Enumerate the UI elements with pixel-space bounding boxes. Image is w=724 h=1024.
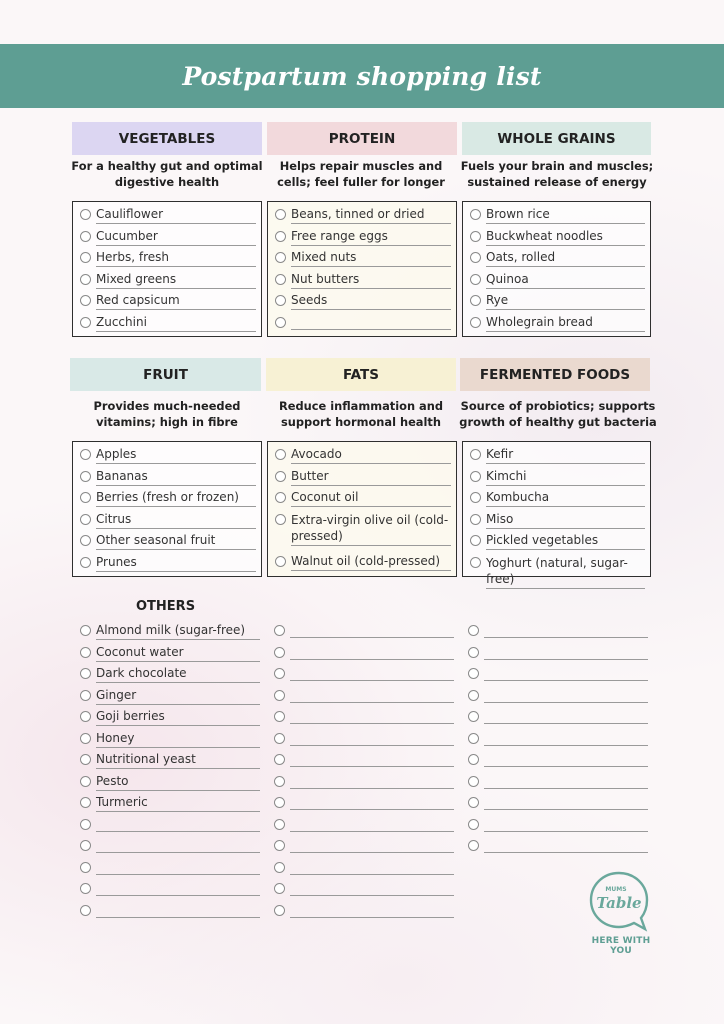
checkbox-circle[interactable] xyxy=(274,647,285,658)
checklist-item-protein[interactable] xyxy=(275,293,451,310)
blank-item[interactable] xyxy=(468,774,648,789)
blank-item-line[interactable] xyxy=(484,645,648,660)
others-item-label: Goji berries xyxy=(96,709,260,726)
checkbox-circle[interactable] xyxy=(80,209,91,220)
checklist-item-fats[interactable] xyxy=(275,469,451,486)
category-header-whole-grains: WHOLE GRAINS xyxy=(462,122,651,155)
checkbox-circle[interactable] xyxy=(470,252,481,263)
checkbox-circle[interactable] xyxy=(275,556,286,567)
checkbox-circle[interactable] xyxy=(274,819,285,830)
checklist-item-fermented-foods[interactable] xyxy=(470,490,645,507)
category-header-fats: FATS xyxy=(266,358,456,391)
checklist-item-vegetables[interactable] xyxy=(80,315,256,332)
checkbox-circle[interactable] xyxy=(468,668,479,679)
checklist-item-whole-grains[interactable] xyxy=(470,229,645,246)
blank-item[interactable] xyxy=(274,774,454,789)
checklist-item-protein[interactable] xyxy=(275,272,451,289)
others-item[interactable] xyxy=(80,645,260,662)
checklist-item-label: Walnut oil (cold-pressed) xyxy=(291,554,451,571)
blank-item-line[interactable] xyxy=(290,881,454,896)
checklist-item-label: Kefir xyxy=(486,447,645,464)
others-item-label: Turmeric xyxy=(96,795,260,812)
checkbox-circle[interactable] xyxy=(275,274,286,285)
checklist-item-protein[interactable] xyxy=(275,207,451,224)
blank-item[interactable] xyxy=(274,666,454,681)
checkbox-circle[interactable] xyxy=(80,252,91,263)
checkbox-circle[interactable] xyxy=(80,317,91,328)
others-item[interactable] xyxy=(80,774,260,791)
checklist-item-label: Quinoa xyxy=(486,272,645,289)
others-item[interactable] xyxy=(80,623,260,640)
checkbox-circle[interactable] xyxy=(80,274,91,285)
checkbox-circle[interactable] xyxy=(470,231,481,242)
checklist-item-label: Cauliflower xyxy=(96,207,256,224)
blank-item[interactable] xyxy=(274,688,454,703)
checklist-item-vegetables[interactable] xyxy=(80,293,256,310)
checkbox-circle[interactable] xyxy=(274,625,285,636)
others-item-label xyxy=(96,838,260,853)
checkbox-circle[interactable] xyxy=(468,776,479,787)
others-item[interactable] xyxy=(80,817,260,832)
checkbox-circle[interactable] xyxy=(468,711,479,722)
checkbox-circle[interactable] xyxy=(80,535,91,546)
checkbox-circle[interactable] xyxy=(275,514,286,525)
others-item-label xyxy=(96,881,260,896)
checklist-item-label: Herbs, fresh xyxy=(96,250,256,267)
checklist-item-label: Mixed greens xyxy=(96,272,256,289)
blank-item-line[interactable] xyxy=(484,623,648,638)
checkbox-circle[interactable] xyxy=(468,647,479,658)
others-item[interactable] xyxy=(80,752,260,769)
checklist-item-label: Coconut oil xyxy=(291,490,451,507)
checklist-item-fermented-foods[interactable] xyxy=(470,447,645,464)
checklist-item-label: Zucchini xyxy=(96,315,256,332)
blank-item-line[interactable] xyxy=(484,666,648,681)
checkbox-circle[interactable] xyxy=(275,449,286,460)
checklist-item-fermented-foods[interactable] xyxy=(470,555,645,589)
checklist-item-label: Seeds xyxy=(291,293,451,310)
blank-item-line[interactable] xyxy=(290,709,454,724)
others-item-label: Pesto xyxy=(96,774,260,791)
checklist-item-whole-grains[interactable] xyxy=(470,207,645,224)
checkbox-circle[interactable] xyxy=(470,471,481,482)
checkbox-circle[interactable] xyxy=(80,557,91,568)
checklist-item-whole-grains[interactable] xyxy=(470,250,645,267)
blank-item[interactable] xyxy=(468,838,648,853)
checkbox-circle[interactable] xyxy=(274,862,285,873)
checkbox-circle[interactable] xyxy=(470,492,481,503)
blank-item[interactable] xyxy=(468,688,648,703)
others-item[interactable] xyxy=(80,731,260,748)
checkbox-circle[interactable] xyxy=(80,711,91,722)
category-desc-protein: Helps repair muscles and cells; feel fuller for longer xyxy=(277,159,445,189)
checkbox-circle[interactable] xyxy=(468,690,479,701)
checklist-item-protein[interactable] xyxy=(275,250,451,267)
blank-item-line[interactable] xyxy=(290,731,454,746)
blank-item[interactable] xyxy=(274,795,454,810)
checklist-item-label: Extra-virgin olive oil (cold-pressed) xyxy=(291,512,451,546)
checklist-item-label: Miso xyxy=(486,512,645,529)
checkbox-circle[interactable] xyxy=(470,514,481,525)
blank-item[interactable] xyxy=(274,623,454,638)
checkbox-circle[interactable] xyxy=(80,776,91,787)
checklist-item-label: Citrus xyxy=(96,512,256,529)
blank-item[interactable] xyxy=(468,752,648,767)
checklist-item-label: Berries (fresh or frozen) xyxy=(96,490,256,507)
checkbox-circle[interactable] xyxy=(275,492,286,503)
checklist-item-label: Free range eggs xyxy=(291,229,451,246)
category-header-fermented-foods: FERMENTED FOODS xyxy=(460,358,650,391)
checkbox-circle[interactable] xyxy=(80,668,91,679)
checklist-item-label: Kombucha xyxy=(486,490,645,507)
others-item-label: Coconut water xyxy=(96,645,260,662)
logo-main-text: Table xyxy=(596,894,642,912)
checkbox-circle[interactable] xyxy=(80,690,91,701)
checklist-item-label: Butter xyxy=(291,469,451,486)
checkbox-circle[interactable] xyxy=(468,797,479,808)
checklist-item-label: Brown rice xyxy=(486,207,645,224)
checkbox-circle[interactable] xyxy=(468,625,479,636)
checkbox-circle[interactable] xyxy=(470,449,481,460)
blank-item[interactable] xyxy=(468,817,648,832)
blank-item[interactable] xyxy=(468,709,648,724)
blank-item[interactable] xyxy=(468,645,648,660)
category-desc-whole-grains: Fuels your brain and muscles; sustained release of energy xyxy=(460,159,654,189)
others-item[interactable] xyxy=(80,795,260,812)
others-title: OTHERS xyxy=(136,599,196,614)
checklist-item-fats[interactable] xyxy=(275,490,451,507)
blank-item-line[interactable] xyxy=(290,666,454,681)
blank-item[interactable] xyxy=(274,860,454,875)
checkbox-circle[interactable] xyxy=(80,797,91,808)
checklist-item-fermented-foods[interactable] xyxy=(470,512,645,529)
checkbox-circle[interactable] xyxy=(275,471,286,482)
blank-item[interactable] xyxy=(468,623,648,638)
others-item[interactable] xyxy=(80,688,260,705)
checkbox-circle[interactable] xyxy=(274,668,285,679)
checkbox-circle[interactable] xyxy=(275,252,286,263)
checkbox-circle[interactable] xyxy=(470,274,481,285)
checkbox-circle[interactable] xyxy=(274,690,285,701)
checklist-item-label: Mixed nuts xyxy=(291,250,451,267)
checkbox-circle[interactable] xyxy=(80,625,91,636)
blank-item[interactable] xyxy=(468,795,648,810)
checkbox-circle[interactable] xyxy=(274,776,285,787)
others-item-label xyxy=(96,817,260,832)
blank-item-line[interactable] xyxy=(484,731,648,746)
blank-item[interactable] xyxy=(274,731,454,746)
blank-item-line[interactable] xyxy=(484,817,648,832)
checklist-item-fruit[interactable] xyxy=(80,555,256,572)
checklist-item-fruit[interactable] xyxy=(80,447,256,464)
checklist-item-label: Cucumber xyxy=(96,229,256,246)
title-banner xyxy=(0,44,724,108)
checklist-item-fruit[interactable] xyxy=(80,512,256,529)
blank-item-line[interactable] xyxy=(290,817,454,832)
checkbox-circle[interactable] xyxy=(274,754,285,765)
checklist-item-label: Yoghurt (natural, sugar-free) xyxy=(486,555,645,589)
checkbox-circle[interactable] xyxy=(80,883,91,894)
checklist-item-label: Bananas xyxy=(96,469,256,486)
blank-item-line[interactable] xyxy=(290,688,454,703)
checklist-item-vegetables[interactable] xyxy=(80,272,256,289)
category-desc-fats: Reduce inflammation and support hormonal health xyxy=(279,399,443,429)
checkbox-circle[interactable] xyxy=(275,231,286,242)
checkbox-circle[interactable] xyxy=(275,295,286,306)
blank-item-line[interactable] xyxy=(290,623,454,638)
checklist-item-label: Prunes xyxy=(96,555,256,572)
checkbox-circle[interactable] xyxy=(468,733,479,744)
checkbox-circle[interactable] xyxy=(80,449,91,460)
checkbox-circle[interactable] xyxy=(275,209,286,220)
checkbox-circle[interactable] xyxy=(468,840,479,851)
others-item[interactable] xyxy=(80,903,260,918)
logo-top-text: MUMS xyxy=(605,886,627,893)
others-item[interactable] xyxy=(80,860,260,875)
others-item-label: Almond milk (sugar-free) xyxy=(96,623,260,640)
checklist-item-vegetables[interactable] xyxy=(80,207,256,224)
page-title: Postpartum shopping list xyxy=(182,61,542,91)
others-item[interactable] xyxy=(80,838,260,853)
checkbox-circle[interactable] xyxy=(468,819,479,830)
checklist-item-fermented-foods[interactable] xyxy=(470,469,645,486)
blank-item-line[interactable] xyxy=(290,795,454,810)
checklist-item-whole-grains[interactable] xyxy=(470,315,645,332)
blank-item-line[interactable] xyxy=(290,645,454,660)
category-desc-fermented-foods: Source of probiotics; supports growth of healthy gut bacteria xyxy=(459,399,657,429)
checklist-item-vegetables[interactable] xyxy=(80,250,256,267)
checklist-item-label xyxy=(291,315,451,330)
checklist-item-label: Nut butters xyxy=(291,272,451,289)
checkbox-circle[interactable] xyxy=(274,733,285,744)
checklist-item-label: Kimchi xyxy=(486,469,645,486)
checkbox-circle[interactable] xyxy=(470,535,481,546)
checkbox-circle[interactable] xyxy=(468,754,479,765)
checklist-item-label: Avocado xyxy=(291,447,451,464)
checklist-item-whole-grains[interactable] xyxy=(470,293,645,310)
checklist-item-label: Beans, tinned or dried xyxy=(291,207,451,224)
mums-table-logo xyxy=(588,870,650,932)
blank-item-line[interactable] xyxy=(484,709,648,724)
checklist-item-label: Wholegrain bread xyxy=(486,315,645,332)
blank-item[interactable] xyxy=(468,666,648,681)
checkbox-circle[interactable] xyxy=(80,862,91,873)
checkbox-circle[interactable] xyxy=(275,317,286,328)
checkbox-circle[interactable] xyxy=(80,905,91,916)
blank-item[interactable] xyxy=(274,645,454,660)
others-item[interactable] xyxy=(80,881,260,896)
category-header-fruit: FRUIT xyxy=(70,358,261,391)
blank-item[interactable] xyxy=(274,838,454,853)
others-item-label: Honey xyxy=(96,731,260,748)
checklist-item-label: Buckwheat noodles xyxy=(486,229,645,246)
checklist-item-label: Red capsicum xyxy=(96,293,256,310)
blank-item-line[interactable] xyxy=(290,838,454,853)
blank-item-line[interactable] xyxy=(484,688,648,703)
blank-item-line[interactable] xyxy=(484,795,648,810)
checklist-item-fermented-foods[interactable] xyxy=(470,533,645,550)
blank-item-line[interactable] xyxy=(290,903,454,918)
category-desc-fruit: Provides much-needed vitamins; high in fibre xyxy=(93,399,241,429)
others-item-label xyxy=(96,903,260,918)
checkbox-circle[interactable] xyxy=(274,905,285,916)
others-item-label xyxy=(96,860,260,875)
checklist-item-protein[interactable] xyxy=(275,229,451,246)
checklist-item-label: Other seasonal fruit xyxy=(96,533,256,550)
blank-item[interactable] xyxy=(274,903,454,918)
checkbox-circle[interactable] xyxy=(274,840,285,851)
others-item-label: Ginger xyxy=(96,688,260,705)
blank-item-line[interactable] xyxy=(484,774,648,789)
checkbox-circle[interactable] xyxy=(470,557,481,568)
blank-item[interactable] xyxy=(274,709,454,724)
checklist-item-fruit[interactable] xyxy=(80,533,256,550)
checkbox-circle[interactable] xyxy=(80,231,91,242)
checkbox-circle[interactable] xyxy=(80,840,91,851)
checkbox-circle[interactable] xyxy=(274,711,285,722)
checklist-item-protein[interactable] xyxy=(275,315,451,330)
checklist-item-label: Pickled vegetables xyxy=(486,533,645,550)
checkbox-circle[interactable] xyxy=(274,883,285,894)
checklist-item-whole-grains[interactable] xyxy=(470,272,645,289)
checkbox-circle[interactable] xyxy=(80,471,91,482)
checkbox-circle[interactable] xyxy=(80,295,91,306)
checkbox-circle[interactable] xyxy=(80,819,91,830)
checklist-item-fruit[interactable] xyxy=(80,469,256,486)
checkbox-circle[interactable] xyxy=(80,754,91,765)
checklist-item-label: Oats, rolled xyxy=(486,250,645,267)
blank-item-line[interactable] xyxy=(290,860,454,875)
checkbox-circle[interactable] xyxy=(274,797,285,808)
category-header-protein: PROTEIN xyxy=(267,122,457,155)
logo-tagline: HERE WITH YOU xyxy=(591,936,651,956)
blank-item[interactable] xyxy=(274,881,454,896)
checkbox-circle[interactable] xyxy=(470,209,481,220)
checkbox-circle[interactable] xyxy=(470,295,481,306)
checklist-item-label: Apples xyxy=(96,447,256,464)
others-item[interactable] xyxy=(80,666,260,683)
checkbox-circle[interactable] xyxy=(80,647,91,658)
checkbox-circle[interactable] xyxy=(80,492,91,503)
checklist-item-fats[interactable] xyxy=(275,512,451,546)
blank-item[interactable] xyxy=(274,817,454,832)
checkbox-circle[interactable] xyxy=(80,733,91,744)
checkbox-circle[interactable] xyxy=(80,514,91,525)
blank-item[interactable] xyxy=(468,731,648,746)
checklist-item-fats[interactable] xyxy=(275,554,451,571)
category-header-vegetables: VEGETABLES xyxy=(72,122,262,155)
checklist-item-label: Rye xyxy=(486,293,645,310)
category-desc-vegetables: For a healthy gut and optimal digestive health xyxy=(71,159,263,189)
blank-item-line[interactable] xyxy=(484,838,648,853)
checklist-item-fats[interactable] xyxy=(275,447,451,464)
others-item-label: Dark chocolate xyxy=(96,666,260,683)
checklist-item-vegetables[interactable] xyxy=(80,229,256,246)
others-item[interactable] xyxy=(80,709,260,726)
blank-item-line[interactable] xyxy=(290,752,454,767)
checklist-item-fruit[interactable] xyxy=(80,490,256,507)
blank-item[interactable] xyxy=(274,752,454,767)
others-item-label: Nutritional yeast xyxy=(96,752,260,769)
blank-item-line[interactable] xyxy=(484,752,648,767)
blank-item-line[interactable] xyxy=(290,774,454,789)
checkbox-circle[interactable] xyxy=(470,317,481,328)
